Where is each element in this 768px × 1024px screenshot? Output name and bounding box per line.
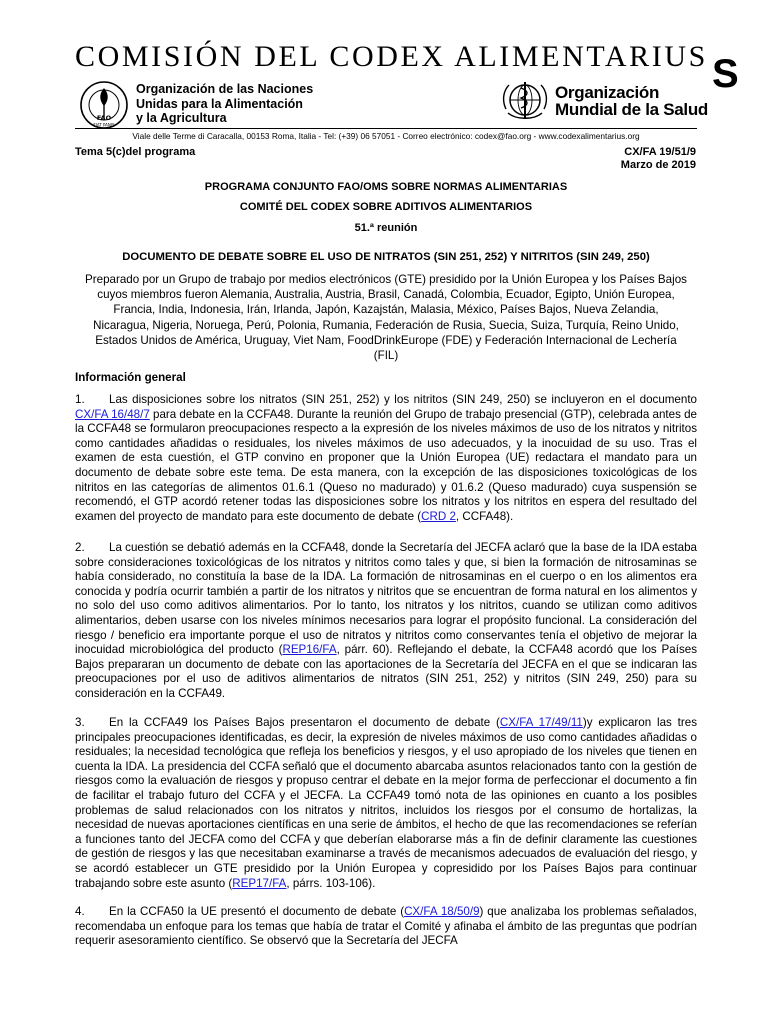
fao-motto: FIAT PANIS (93, 122, 115, 128)
fao-name-line: Organización de las Naciones (136, 82, 314, 96)
document-date: Marzo de 2019 (620, 159, 696, 171)
who-logo-icon (498, 79, 552, 125)
language-code: S (712, 52, 739, 96)
paragraph-text: Las disposiciones sobre los nitratos (SIN 251, 252) y los nitritos (SIN 249, 250) se incluyeron en el documento (109, 393, 697, 406)
document-link[interactable]: CX/FA 16/48/7 (75, 407, 150, 421)
contact-address: Viale delle Terme di Caracalla, 00153 Roma, Italia - Tel: (+39) 06 57051 - Correo electrónico: codex@fao.org - www.codexalimentarius.org (132, 131, 640, 141)
document-reference (621, 146, 696, 172)
paragraph-number: 2. (75, 541, 85, 554)
fao-name-line: y la Agricultura (136, 111, 227, 125)
programme-title: PROGRAMA CONJUNTO FAO/OMS SOBRE NORMAS ALIMENTARIAS (204, 181, 568, 193)
paragraph-text: En la CCFA49 los Países Bajos presentaron el documento de debate ( (109, 716, 500, 729)
fao-logo-icon (78, 80, 130, 130)
paragraph (75, 716, 697, 891)
fao-logo-text: FAO (96, 114, 112, 122)
paragraph-text: , CCFA48). (455, 509, 514, 523)
document-link[interactable]: REP17/FA (232, 876, 287, 890)
who-name-line: Mundial de la Salud (555, 100, 708, 119)
commission-title: COMISIÓN DEL CODEX ALIMENTARIUS (75, 40, 708, 73)
paragraph-number: 1. (75, 393, 85, 406)
fao-name (136, 82, 313, 126)
paragraph (75, 541, 697, 702)
fao-name-line: Unidas para la Alimentación (136, 96, 303, 111)
prepared-by: Preparado por un Grupo de trabajo por medios electrónicos (GTE) presidido por la Unión Europea y los Países Bajos cuyos miembros fueron Alemania, Australia, Austria, Brasil, Canadá, Colombia, Ecuador, Egipto, Unión Europea, Francia, India, Indonesia, Irán, Irlanda, Japón, Kazajstán, Malasia, México, Países Bajos, Nueva Zelandia, Nicaragua, Nigeria, Noruega, Perú, Polonia, Rumania, Federación de Rusia, Suecia, Suiza, Turquía, Reino Unido, Estados Unidos de América, Uruguay, Viet Nam, FoodDrinkEurope (FDE) y Federación Internacional de Lechería (FIL) (85, 273, 687, 363)
paragraph-text: , párrs. 103-106). (286, 876, 376, 890)
paragraph-number: 4. (75, 905, 85, 918)
who-name-line: Organización (555, 83, 660, 102)
who-name (555, 84, 708, 118)
paragraph-text: En la CCFA50 la UE presentó el documento de debate ( (109, 905, 405, 918)
header-rule (75, 128, 697, 129)
paragraph (75, 393, 697, 524)
paragraph (75, 905, 697, 949)
paragraph-text: para debate en la CCFA48. Durante la reunión del Grupo de trabajo presencial (GTP), celebrada antes de la CCFA48 se formularon preocupaciones respecto a la expresión de los niveles máximos de uso de los nitratos y nitritos como cantidades añadidas o residuales, los niveles máximos de uso adecuados, y la inocuidad de su uso. Tras el examen de esta cuestión, el GTP convino en proponer que la Unión Europea (UE) redactara el mandato para un documento de debate sobre este tema. De esta manera, con la excepción de las disposiciones toxicológicas de los nitritos en las categorías de alimentos 01.6.1 (Queso no madurado) y 01.6.2 (Queso madurado) cuya suspensión se recomendó, el GTP acordó retener todas las disposiciones sobre los nitratos y los nitritos en espera del resultado del examen del proyecto de mandato para este documento de debate ( (75, 407, 698, 523)
paragraph-text: La cuestión se debatió además en la CCFA48, donde la Secretaría del JECFA aclaró que la base de la IDA estaba sobre consideraciones toxicológicas de los nitratos y nitritos como tales y que, si bien la formación de nitrosaminas se había considerado, no constituía la base de la IDA. La formación de nitrosaminas en el cuerpo o en los alimentos era conocida y podría ocurrir también a partir de los nitratos y nitritos que se encuentran de forma natural en los alimentos y no solo del uso como aditivos alimentarios. Por lo tanto, los nitratos y los nitritos, cuando se utilizan como aditivos alimentarios, deben usarse con los niveles mínimos necesarios para lograr el propósito funcional. La consideración del riesgo / beneficio era importante porque el uso de nitratos y nitritos como conservantes tenía el objetivo de mejorar la inocuidad microbiológica del producto ( (75, 541, 697, 657)
document-link[interactable]: CX/FA 17/49/11 (499, 716, 583, 729)
session-number: 51.ª reunión (354, 222, 418, 234)
document-link[interactable]: CX/FA 18/50/9 (404, 905, 480, 918)
document-link[interactable]: REP16/FA (282, 643, 337, 657)
agenda-item: Tema 5(c)del programa (75, 146, 196, 158)
paragraph-text: , párr. 60). Reflejando el debate, la CCFA48 acordó que los Países Bajos prepararan un documento de debate con las aportaciones de la Secretaría del JECFA en el que se indicaran las preocupaciones por el uso de aditivos alimentarios de nitratos (SIN 251, 252) y nitritos (SIN 249, 250) para su consideración en la CCFA49. (75, 643, 697, 700)
document-code: CX/FA 19/51/9 (624, 146, 696, 158)
paragraph-text: ) que analizaba los problemas señalados, recomendaba un enfoque para los temas que había de tratar el Comité y afinaba el ámbito de las preguntas que podrían requerir asesoramiento científico. Se observó que la Secretaría del JECFA (75, 905, 697, 948)
document-title: DOCUMENTO DE DEBATE SOBRE EL USO DE NITRATOS (SIN 251, 252) Y NITRITOS (SIN 249, 250) (122, 251, 650, 263)
section-heading: Información general (75, 371, 186, 384)
committee-title: COMITÉ DEL CODEX SOBRE ADITIVOS ALIMENTARIOS (239, 201, 533, 213)
document-link[interactable]: CRD 2 (421, 509, 456, 523)
paragraph-number: 3. (75, 716, 85, 729)
paragraph-text: )y explicaron las tres principales preocupaciones identificadas, es decir, la expresión de niveles máximos de uso como cantidades añadidas o residuales; la necesidad tecnológica que refleja los beneficios y riesgos, y el uso apropiado de los niveles que tienen en cuenta la IDA. La presidencia del CCFA señaló que el documento abarcaba asuntos relacionados tanto con la gestión de riesgos como la evaluación de riesgos y propuso centrar el debate en la mejor forma de perfeccionar el documento a fin de facilitar el trabajo futuro del CCFA y el JECFA. La CCFA49 tomó nota de las opiniones en cuanto a los posibles problemas de salud relacionados con los nitratos y nitritos, incluidos los riesgos por el consumo de hortalizas, la necesidad de nuevas aportaciones científicas en una serie de ámbitos, el hecho de que las recomendaciones se referían a funciones tanto del JECFA como del CCFA y que deberían elaborarse más a fin de definir claramente las cuestiones de gestión de riesgos y las que necesitaban examinarse a través de mecanismos adecuados de evaluación del riesgo, y se acordó establecer un GTE presidido por la Unión Europea y copresidido por los Países Bajos para continuar trabajando sobre este asunto ( (75, 716, 697, 890)
